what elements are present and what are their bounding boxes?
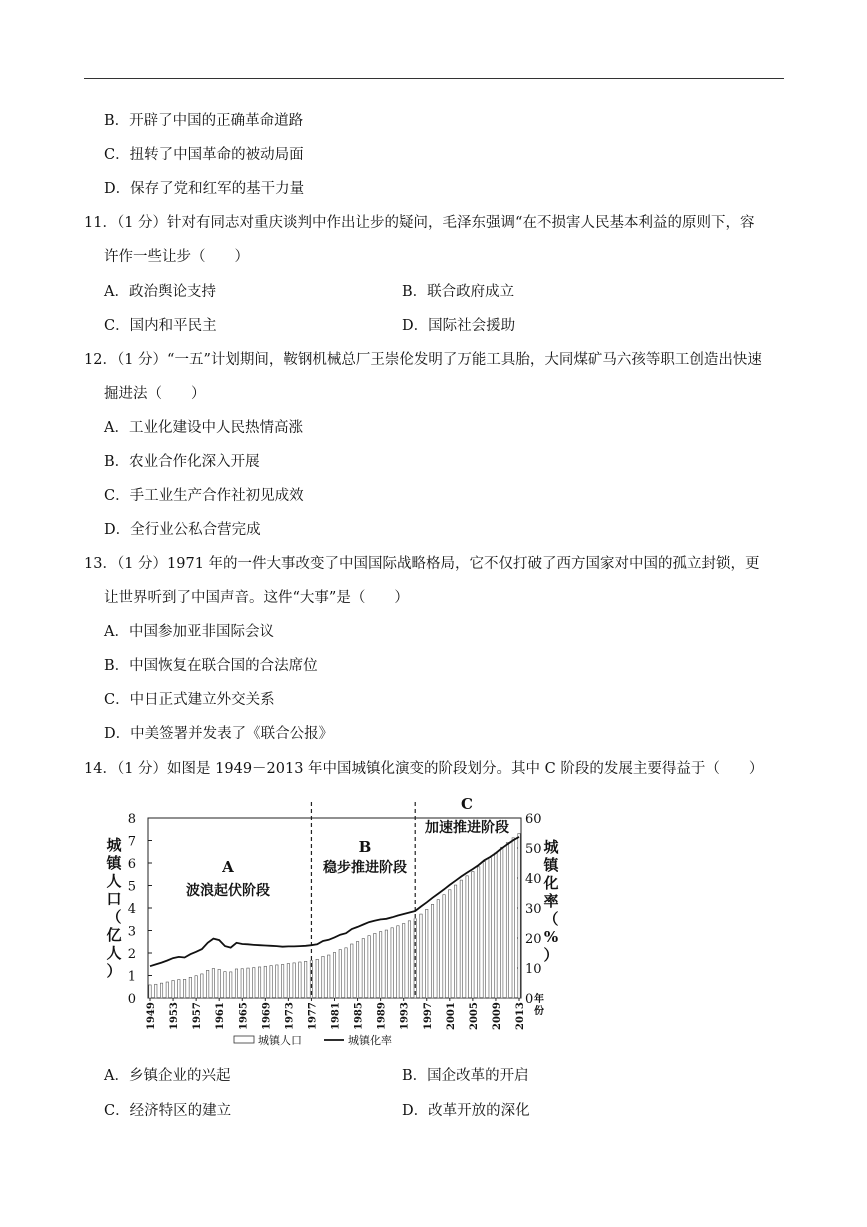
y-left-tick-label: 4 xyxy=(127,902,136,917)
urban-population-bar xyxy=(362,939,364,998)
q11-option-d[interactable]: D．国际社会援助 xyxy=(402,318,516,334)
q11-option-b[interactable]: B．联合政府成立 xyxy=(402,284,515,300)
urban-population-bar xyxy=(322,956,324,998)
urban-population-bar xyxy=(374,933,376,998)
urban-population-bar xyxy=(495,853,497,998)
x-tick-label: 1969 xyxy=(261,1002,273,1030)
y-right-tick-label: 0 xyxy=(525,992,534,1007)
x-tick-label: 1993 xyxy=(399,1002,411,1030)
q14-option-d[interactable]: D．改革开放的深化 xyxy=(402,1103,530,1119)
urban-population-bar xyxy=(328,955,330,998)
urban-population-bar xyxy=(264,966,266,998)
urban-population-bar xyxy=(293,963,295,998)
y-right-tick-label: 40 xyxy=(525,872,542,887)
q11-option-c[interactable]: C．国内和平民主 xyxy=(104,318,217,334)
urban-population-bar xyxy=(489,858,491,998)
stage-name: 加速推进阶段 xyxy=(425,820,509,836)
q14-stem: 14．（1 分）如图是 1949－2013 年中国城镇化演变的阶段划分。其中 C 阶段的发展主要得益于（ ） xyxy=(84,761,764,777)
urban-population-bar xyxy=(443,895,445,998)
urban-population-bar xyxy=(172,980,174,998)
q12-option-c[interactable]: C．手工业生产合作社初见成效 xyxy=(104,488,304,504)
urban-population-bar xyxy=(155,984,157,998)
q11-stem: 11．（1 分）针对有同志对重庆谈判中作出让步的疑问，毛泽东强调“在不损害人民基本利益的原则下，容 xyxy=(84,215,755,231)
y-left-axis-label: 城镇人口（亿人） xyxy=(106,836,122,980)
legend-line-label: 城镇化率 xyxy=(348,1034,392,1047)
stage-letter: C xyxy=(461,795,473,813)
q14-option-a[interactable]: A．乡镇企业的兴起 xyxy=(104,1068,231,1084)
urban-population-bar xyxy=(149,985,151,998)
stage-letter: A xyxy=(222,858,234,876)
urban-population-bar xyxy=(333,953,335,998)
urban-population-bar xyxy=(218,969,220,998)
urban-population-bar xyxy=(454,885,456,998)
x-tick-label: 1961 xyxy=(215,1002,227,1030)
x-tick-label: 2001 xyxy=(445,1002,457,1030)
q12-stem: 12．（1 分）“一五”计划期间，鞍钢机械总厂王崇伦发明了万能工具胎，大同煤矿马六孩等职工创造出快速 xyxy=(84,352,762,368)
y-right-axis-label: 城镇化率（%） xyxy=(543,838,559,964)
urban-population-bar xyxy=(449,890,451,998)
urban-population-bar xyxy=(304,961,306,998)
y-left-tick-label: 6 xyxy=(127,857,136,872)
q12-stem-cont: 掘进法（ ） xyxy=(104,386,206,402)
legend-bar-label: 城镇人口 xyxy=(258,1034,302,1047)
urban-population-bar xyxy=(472,872,474,998)
stage-name: 稳步推进阶段 xyxy=(323,860,407,876)
x-tick-label: 1949 xyxy=(146,1002,157,1030)
urban-population-bar xyxy=(460,880,462,998)
urban-population-bar xyxy=(431,904,433,998)
y-left-tick-label: 1 xyxy=(127,969,136,985)
urban-population-bar xyxy=(183,979,185,998)
stage-letter: B xyxy=(358,838,372,856)
x-tick-label: 1957 xyxy=(192,1002,204,1030)
q11-option-a[interactable]: A．政治舆论支持 xyxy=(104,284,216,300)
q11-stem-cont: 许作一些让步（ ） xyxy=(104,249,249,265)
urban-population-bar xyxy=(189,977,191,998)
prev-option-c[interactable]: C．扭转了中国革命的被动局面 xyxy=(104,147,304,163)
urban-population-bar xyxy=(258,967,260,998)
prev-option-d[interactable]: D．保存了党和红军的基干力量 xyxy=(104,181,305,197)
q12-option-b[interactable]: B．农业合作化深入开展 xyxy=(104,454,260,470)
urban-population-bar xyxy=(316,959,318,998)
urban-population-bar xyxy=(420,914,422,998)
y-left-tick-label: 8 xyxy=(127,812,136,827)
urban-population-bar xyxy=(437,900,439,998)
urban-population-bar xyxy=(160,983,162,998)
urban-population-bar xyxy=(385,930,387,998)
q13-stem-cont: 让世界听到了中国声音。这件“大事”是（ ） xyxy=(104,590,409,606)
y-left-tick-label: 5 xyxy=(127,879,136,895)
x-tick-label: 1989 xyxy=(376,1002,388,1030)
urban-population-bar xyxy=(512,838,514,998)
q13-stem: 13．（1 分）1971 年的一件大事改变了中国国际战略格局，它不仅打破了西方国家对中国的孤立封锁，更 xyxy=(84,556,760,572)
urban-population-bar xyxy=(178,980,180,998)
x-tick-label: 1981 xyxy=(330,1002,342,1030)
urban-population-bar xyxy=(224,972,226,998)
x-tick-label: 1953 xyxy=(169,1002,181,1030)
stage-name: 波浪起伏阶段 xyxy=(186,883,270,899)
q13-option-a[interactable]: A．中国参加亚非国际会议 xyxy=(104,624,274,640)
prev-option-b[interactable]: B．开辟了中国的正确革命道路 xyxy=(104,113,304,129)
q14-option-c[interactable]: C．经济特区的建立 xyxy=(104,1103,232,1119)
urban-population-bar xyxy=(270,966,272,998)
urban-population-bar xyxy=(253,968,255,998)
urban-population-bar xyxy=(195,976,197,998)
y-left-tick-label: 7 xyxy=(127,834,136,850)
urban-population-bar xyxy=(166,982,168,998)
urban-population-bar xyxy=(241,969,243,998)
y-left-tick-label: 3 xyxy=(127,924,136,940)
urban-population-bar xyxy=(339,950,341,998)
urban-population-bar xyxy=(397,926,399,998)
y-right-tick-label: 50 xyxy=(525,842,542,857)
urban-population-bar xyxy=(518,834,520,998)
q13-option-c[interactable]: C．中日正式建立外交关系 xyxy=(104,692,275,708)
urban-population-bar xyxy=(379,932,381,998)
urbanization-rate-line xyxy=(150,837,519,966)
q13-option-d[interactable]: D．中美签署并发表了《联合公报》 xyxy=(104,726,334,742)
urban-population-bar xyxy=(368,936,370,998)
x-tick-label: 1977 xyxy=(307,1002,319,1030)
y-right-tick-label: 30 xyxy=(525,902,542,917)
urban-population-bar xyxy=(391,928,393,998)
urban-population-bar xyxy=(477,867,479,998)
x-tick-label: 1997 xyxy=(422,1002,434,1030)
x-tick-label: 2013 xyxy=(515,1002,526,1030)
x-unit-label: 年份 xyxy=(534,994,544,1017)
urban-population-bar xyxy=(206,970,208,998)
y-left-tick-label: 2 xyxy=(127,947,136,962)
urban-population-bar xyxy=(483,862,485,998)
urban-population-bar xyxy=(230,972,232,998)
urban-population-bar xyxy=(351,944,353,998)
q13-option-b[interactable]: B．中国恢复在联合国的合法席位 xyxy=(104,658,318,674)
urban-population-bar xyxy=(287,964,289,998)
y-right-tick-label: 10 xyxy=(525,962,542,977)
q12-option-a[interactable]: A．工业化建设中人民热情高涨 xyxy=(104,420,303,436)
y-left-tick-label: 0 xyxy=(127,992,136,1007)
x-tick-label: 1985 xyxy=(353,1002,365,1030)
y-right-tick-label: 20 xyxy=(525,932,542,947)
urban-population-bar xyxy=(356,942,358,998)
y-right-tick-label: 60 xyxy=(525,812,542,827)
x-tick-label: 2005 xyxy=(468,1002,480,1030)
urban-population-bar xyxy=(408,921,410,998)
urbanization-chart xyxy=(100,792,560,1055)
urban-population-bar xyxy=(235,969,237,998)
urban-population-bar xyxy=(466,876,468,998)
q14-option-b[interactable]: B．国企改革的开启 xyxy=(402,1068,529,1084)
urban-population-bar xyxy=(299,962,301,998)
header-rule xyxy=(84,78,784,79)
urban-population-bar xyxy=(247,968,249,998)
urban-population-bar xyxy=(402,924,404,998)
urban-population-bar xyxy=(426,909,428,998)
q12-option-d[interactable]: D．全行业公私合营完成 xyxy=(104,522,261,538)
urban-population-bar xyxy=(506,843,508,998)
urban-population-bar xyxy=(201,974,203,998)
x-tick-label: 2009 xyxy=(491,1002,503,1030)
urban-population-bar xyxy=(500,847,502,998)
x-tick-label: 1965 xyxy=(238,1002,250,1030)
legend-bar-swatch xyxy=(234,1036,254,1043)
x-tick-label: 1973 xyxy=(284,1002,296,1030)
urban-population-bar xyxy=(276,965,278,998)
urban-population-bar xyxy=(345,948,347,998)
urban-population-bar xyxy=(281,964,283,998)
urban-population-bar xyxy=(212,969,214,998)
